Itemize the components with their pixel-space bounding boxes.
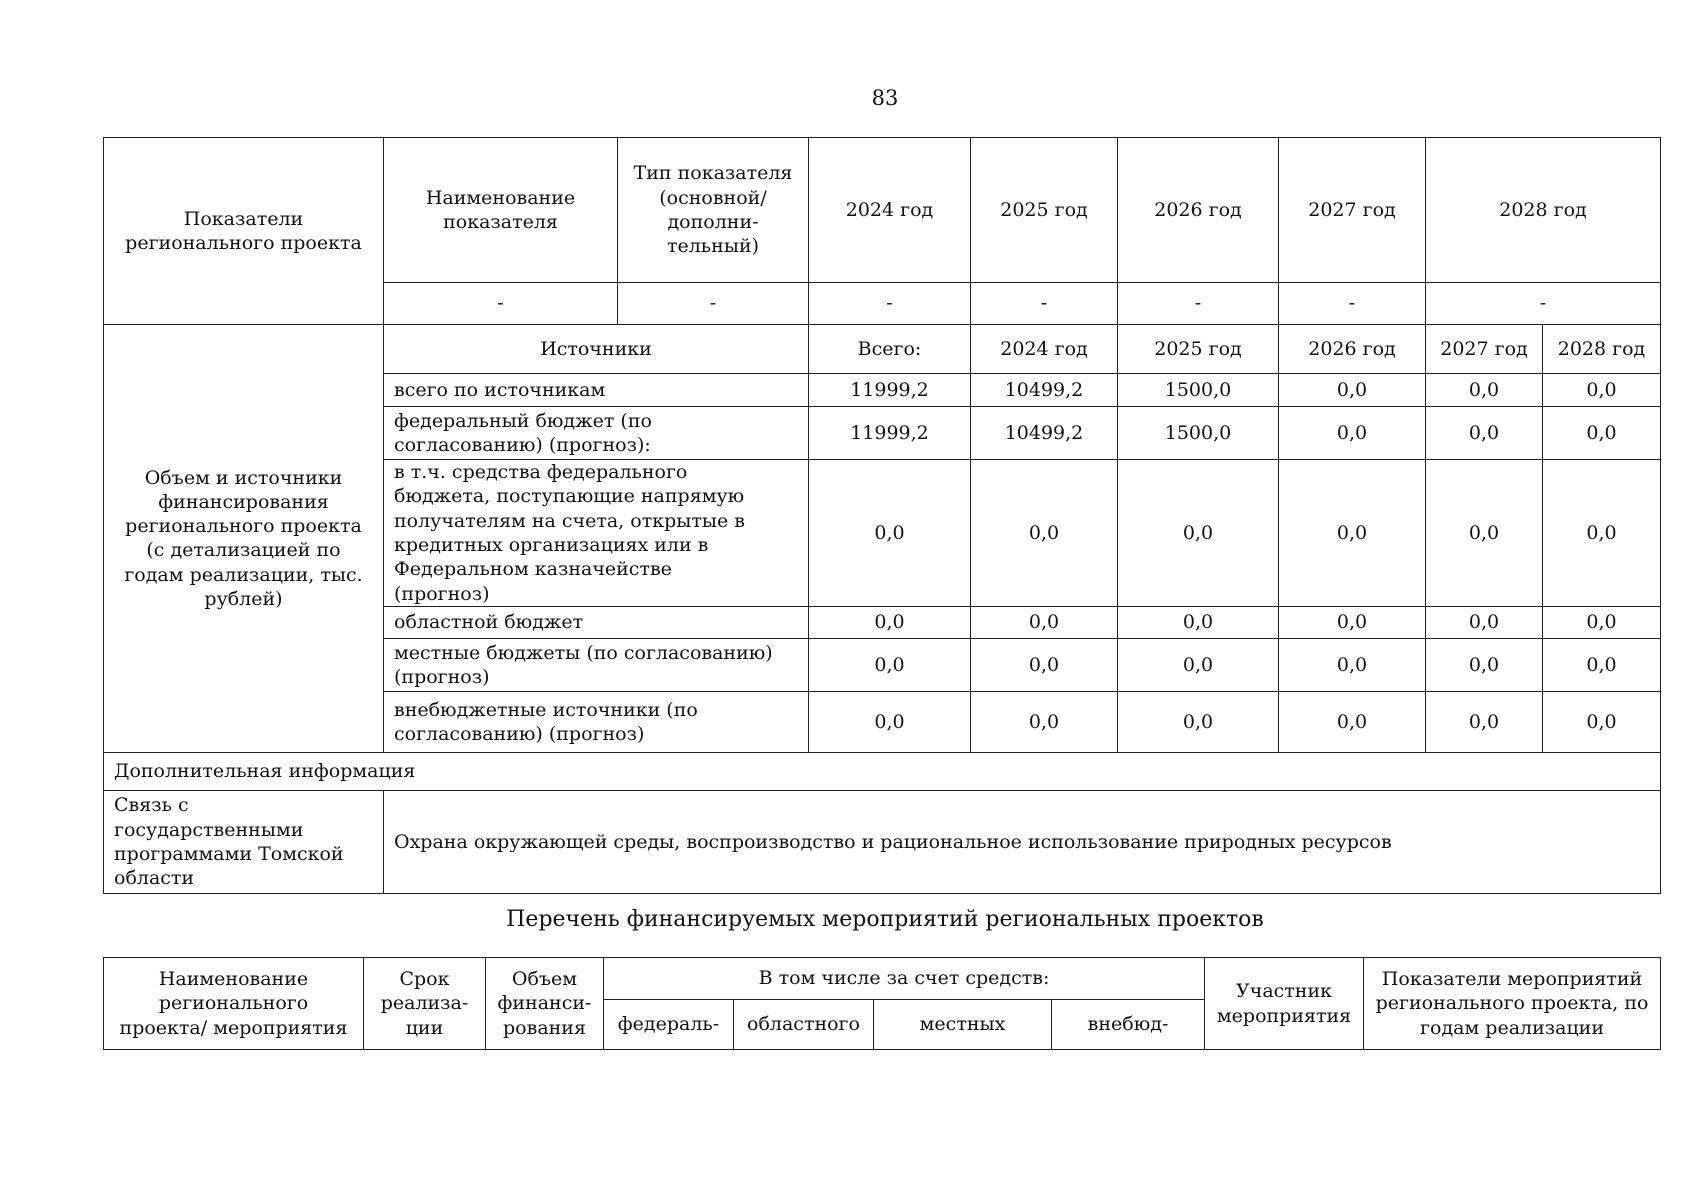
additional-info-label: Дополнительная информация (104, 752, 1661, 790)
total-header: Всего: (809, 325, 971, 374)
sources-header: Источники (384, 325, 809, 374)
financing-value: 0,0 (1279, 638, 1426, 691)
financing-year-header: 2025 год (1118, 325, 1279, 374)
indicator-value: - (384, 283, 618, 325)
financing-value: 0,0 (1279, 407, 1426, 460)
project-passport-table (103, 137, 1661, 894)
financing-value: 0,0 (809, 606, 971, 638)
measure-name-header: Наименование регионального проекта/ мероприятия (104, 958, 364, 1050)
indicator-year-header: 2028 год (1426, 138, 1661, 283)
financing-value: 1500,0 (1118, 374, 1279, 407)
indicator-type-header: Тип показателя (основной/ дополни-тельный) (618, 138, 809, 283)
page-number: 83 (871, 86, 899, 110)
financing-value: 0,0 (971, 460, 1118, 607)
financing-value: 0,0 (1279, 460, 1426, 607)
extra-funds-header: внебюд- (1052, 1000, 1205, 1050)
indicator-value: - (809, 283, 971, 325)
including-header: В том числе за счет средств: (604, 958, 1205, 1000)
financing-value: 0,0 (1426, 606, 1543, 638)
indicator-value: - (1118, 283, 1279, 325)
financing-value: 11999,2 (809, 374, 971, 407)
regional-funds-header: областного (734, 1000, 874, 1050)
financing-value: 0,0 (809, 638, 971, 691)
financing-source-label: федеральный бюджет (по согласованию) (прогноз): (384, 407, 809, 460)
financing-value: 0,0 (1426, 374, 1543, 407)
financing-year-header: 2027 год (1426, 325, 1543, 374)
local-funds-header: местных (874, 1000, 1052, 1050)
section-heading: Перечень финансируемых мероприятий региональных проектов (506, 907, 1264, 932)
financing-value: 0,0 (1279, 691, 1426, 752)
indicator-year-header: 2027 год (1279, 138, 1426, 283)
financing-year-header: 2024 год (971, 325, 1118, 374)
financing-source-label: всего по источникам (384, 374, 809, 407)
financing-value: 0,0 (1543, 638, 1661, 691)
financing-value: 0,0 (1279, 374, 1426, 407)
financing-value: 0,0 (971, 606, 1118, 638)
financing-value: 0,0 (1118, 460, 1279, 607)
financing-value: 10499,2 (971, 407, 1118, 460)
financing-value: 10499,2 (971, 374, 1118, 407)
indicator-value: - (1279, 283, 1426, 325)
financing-value: 0,0 (1279, 606, 1426, 638)
financing-value: 0,0 (1543, 374, 1661, 407)
financing-value: 0,0 (1426, 460, 1543, 607)
indicator-value: - (618, 283, 809, 325)
measure-volume-header: Объем финанси-рования (486, 958, 604, 1050)
financing-value: 0,0 (1118, 691, 1279, 752)
indicator-value: - (971, 283, 1118, 325)
indicator-year-header: 2025 год (971, 138, 1118, 283)
participant-header: Участник мероприятия (1205, 958, 1364, 1050)
financing-value: 0,0 (1426, 407, 1543, 460)
financing-value: 0,0 (809, 691, 971, 752)
financing-row-label: Объем и источники финансирования регионального проекта (с детализацией по годам реализации, тыс. рублей) (104, 325, 384, 753)
financing-value: 0,0 (1543, 606, 1661, 638)
financing-source-label: в т.ч. средства федерального бюджета, поступающие напрямую получателям на счета, открытые в кредитных организациях или в Федеральном казначействе (прогноз) (384, 460, 809, 607)
indicator-year-header: 2024 год (809, 138, 971, 283)
financing-year-header: 2028 год (1543, 325, 1661, 374)
financing-value: 11999,2 (809, 407, 971, 460)
financing-value: 0,0 (1543, 460, 1661, 607)
financing-year-header: 2026 год (1279, 325, 1426, 374)
financing-value: 0,0 (1543, 407, 1661, 460)
link-label: Связь с государственными программами Томской области (104, 790, 384, 893)
measure-term-header: Срок реализа-ции (364, 958, 486, 1050)
financing-value: 0,0 (1426, 691, 1543, 752)
indicator-name-header: Наименование показателя (384, 138, 618, 283)
indicator-year-header: 2026 год (1118, 138, 1279, 283)
financing-source-label: местные бюджеты (по согласованию) (прогноз) (384, 638, 809, 691)
financing-value: 1500,0 (1118, 407, 1279, 460)
federal-funds-header: федераль- (604, 1000, 734, 1050)
financing-value: 0,0 (1543, 691, 1661, 752)
indicator-value: - (1426, 283, 1661, 325)
financing-value: 0,0 (971, 691, 1118, 752)
measures-header-table (103, 957, 1661, 1050)
indicators-row-label: Показатели регионального проекта (104, 138, 384, 325)
financing-value: 0,0 (971, 638, 1118, 691)
financing-value: 0,0 (1426, 638, 1543, 691)
measure-indicators-header: Показатели мероприятий регионального проекта, по годам реализации (1364, 958, 1661, 1050)
link-value: Охрана окружающей среды, воспроизводство и рациональное использование природных ресурсов (384, 790, 1661, 893)
financing-value: 0,0 (1118, 606, 1279, 638)
financing-source-label: областной бюджет (384, 606, 809, 638)
financing-source-label: внебюджетные источники (по согласованию) (прогноз) (384, 691, 809, 752)
financing-value: 0,0 (1118, 638, 1279, 691)
financing-value: 0,0 (809, 460, 971, 607)
